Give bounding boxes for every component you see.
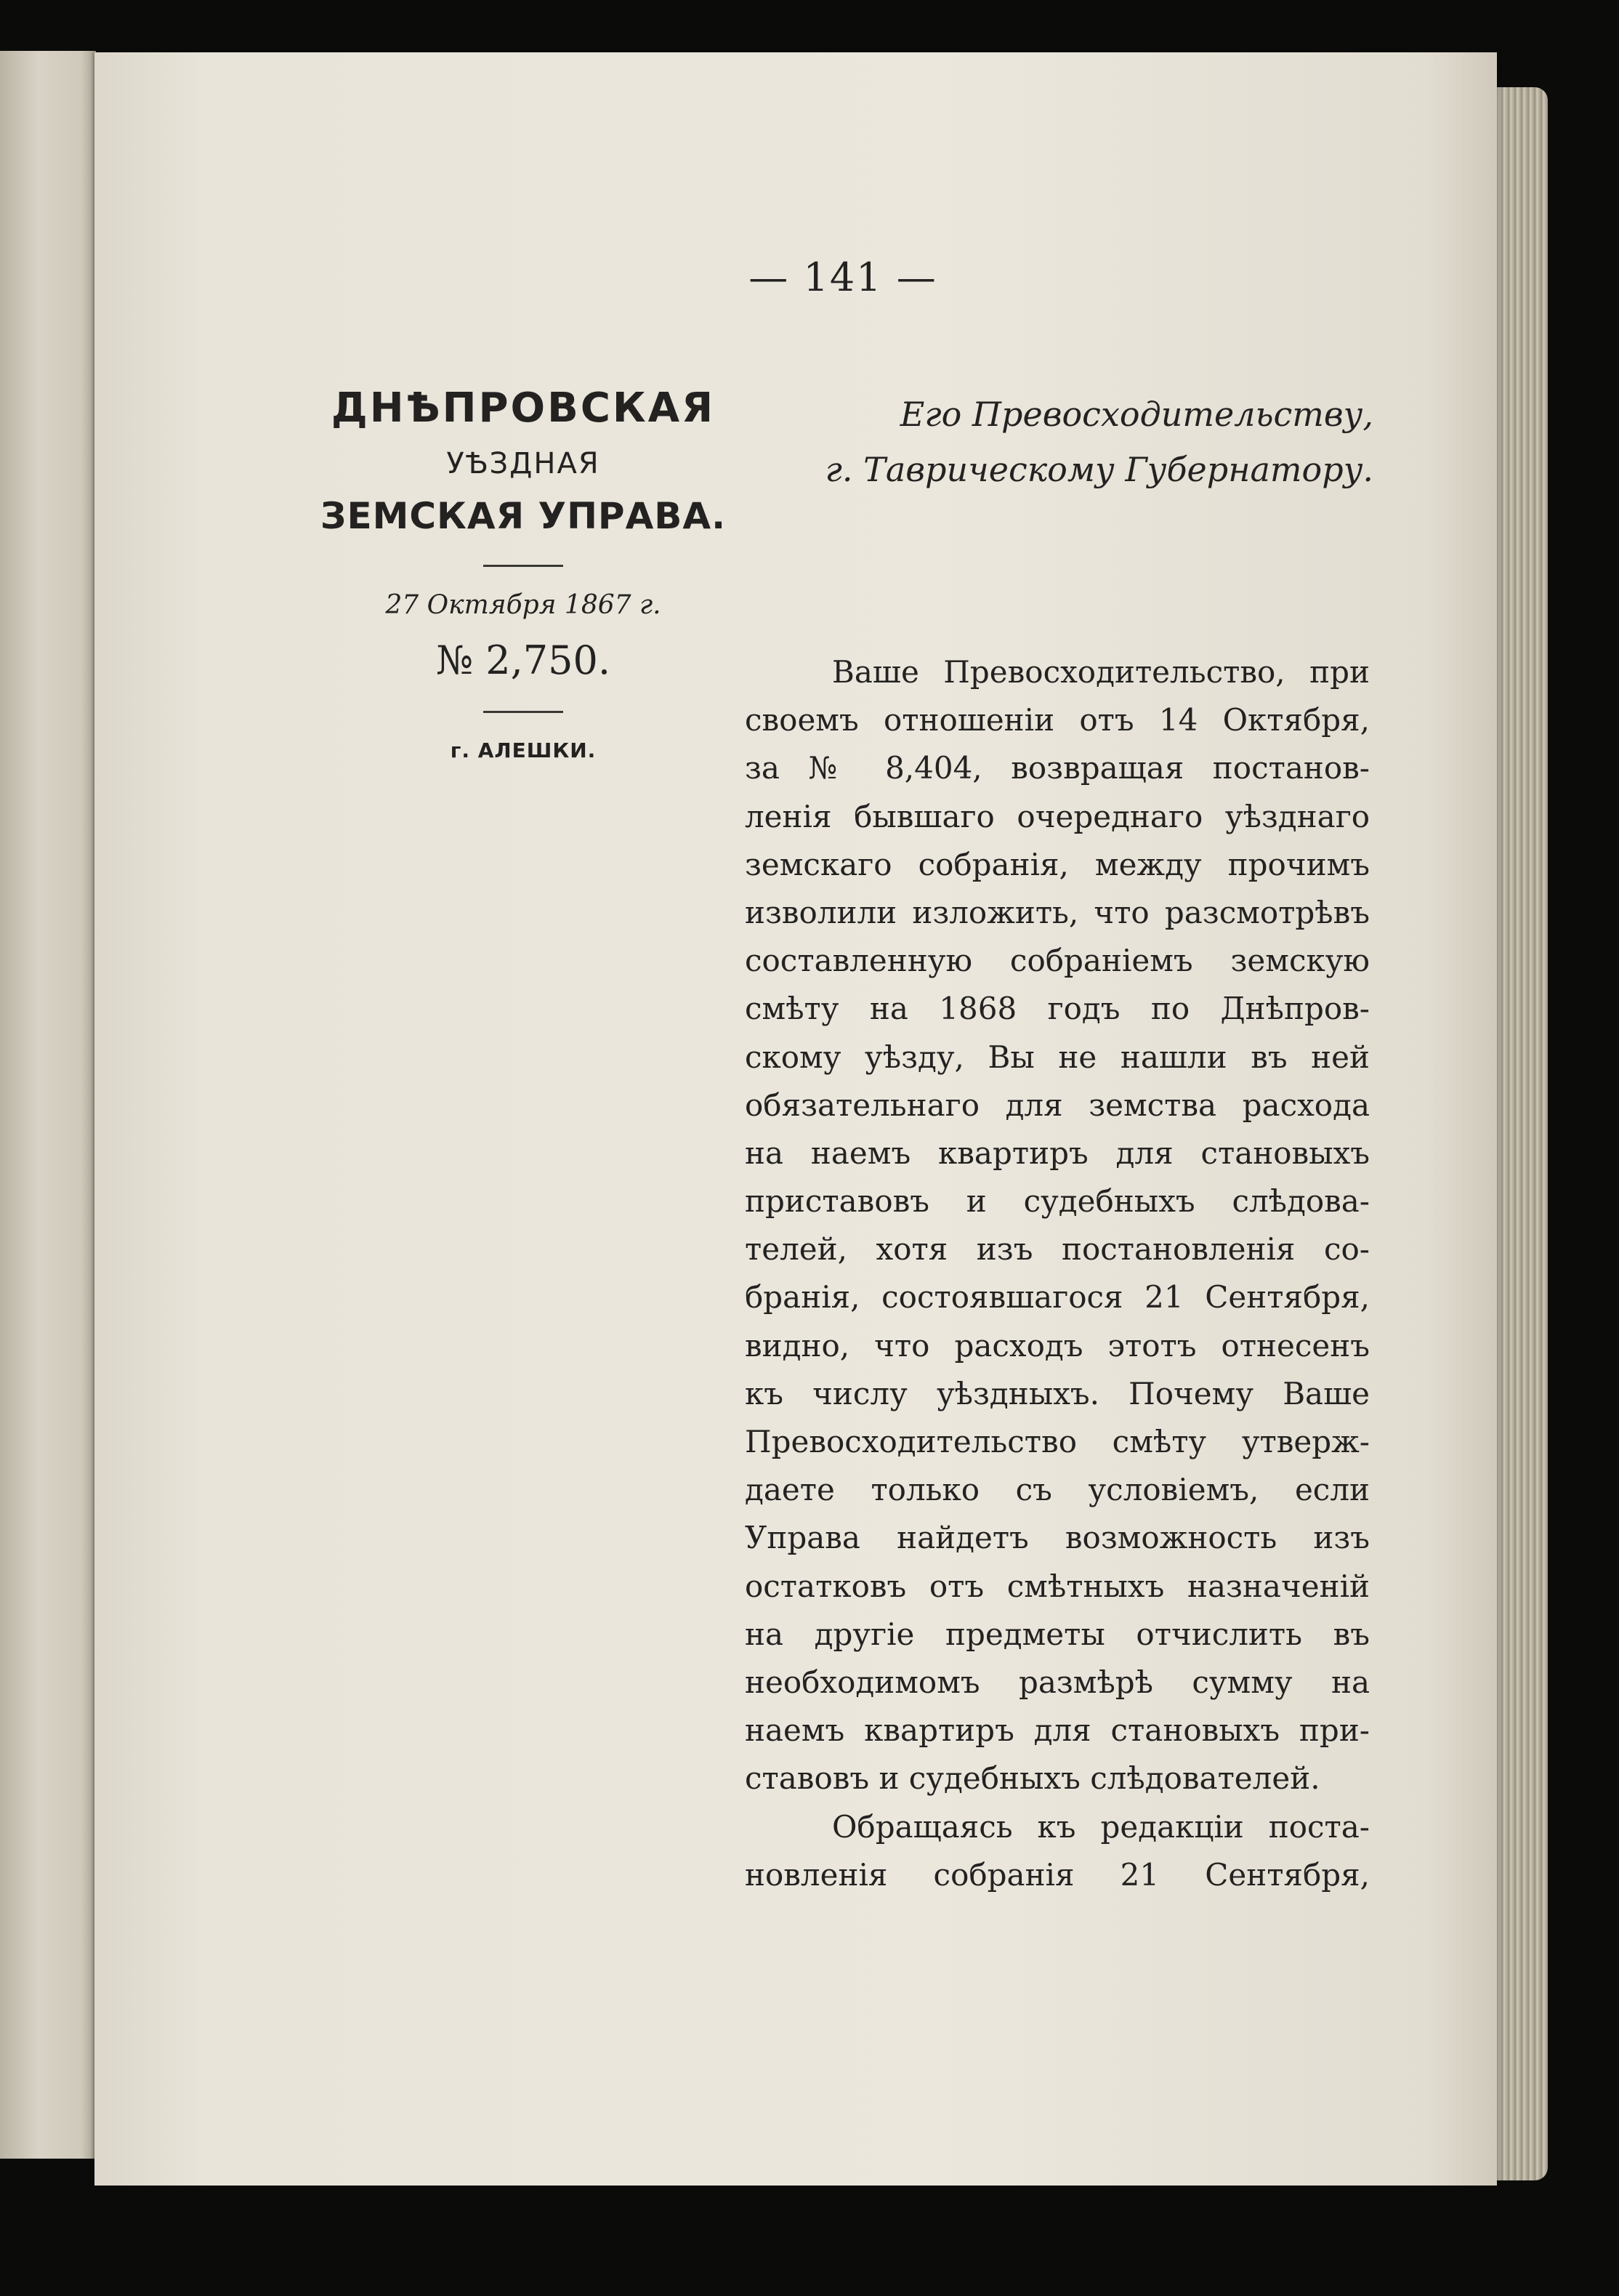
- body-line: наемъ квартиръ для становыхъ при-: [745, 1712, 1370, 1749]
- institution-name-line3: ЗЕМСКАЯ УПРАВА.: [320, 495, 727, 537]
- body-line: составленную собраніемъ земскую: [745, 943, 1370, 979]
- body-line: остатковъ отъ смѣтныхъ назначеній: [745, 1568, 1370, 1604]
- body-line: новленія собранія 21 Сентября,: [745, 1856, 1370, 1893]
- body-line: ленія бывшаго очереднаго уѣзднаго: [745, 798, 1370, 834]
- book-page: [94, 52, 1497, 2186]
- body-line: смѣту на 1868 годъ по Днѣпров-: [745, 991, 1370, 1027]
- body-line: видно, что расходъ этотъ отнесенъ: [745, 1327, 1370, 1363]
- body-line: приставовъ и судебныхъ слѣдова-: [745, 1183, 1370, 1220]
- body-line: ставовъ и судебныхъ слѣдователей.: [745, 1760, 1320, 1797]
- body-line: Превосходительство смѣту утверж-: [745, 1424, 1370, 1459]
- letter-body: [745, 648, 1370, 1899]
- letter-place: г. АЛЕШКИ.: [450, 738, 597, 762]
- body-line: обязательнаго для земства расхода: [745, 1087, 1370, 1123]
- divider-rule: [483, 565, 563, 567]
- body-line: земскаго собранія, между прочимъ: [745, 846, 1370, 882]
- body-line: на наемъ квартиръ для становыхъ: [745, 1135, 1370, 1171]
- body-line: на другіе предметы отчислить въ: [745, 1616, 1370, 1652]
- body-line: къ числу уѣздныхъ. Почему Ваше: [745, 1375, 1370, 1411]
- page-number: — 141 —: [748, 254, 937, 300]
- previous-page-edge: [0, 51, 96, 2159]
- addressee-line1: Его Превосходительству,: [900, 395, 1373, 434]
- body-line: за № 8,404, возвращая постанов-: [745, 750, 1370, 786]
- body-line: скому уѣзду, Вы не нашли въ ней: [745, 1039, 1370, 1075]
- body-line: необходимомъ размѣрѣ сумму на: [745, 1664, 1370, 1700]
- institution-name-line1: ДНѢПРОВСКАЯ: [331, 384, 716, 432]
- letter-date: 27 Октября 1867 г.: [385, 590, 661, 620]
- addressee-block: [748, 387, 1373, 497]
- body-line: Ваше Превосходительство, при: [832, 654, 1370, 690]
- body-line: своемъ отношеніи отъ 14 Октября,: [745, 702, 1370, 738]
- body-line: бранія, состоявшагося 21 Сентября,: [745, 1279, 1370, 1316]
- institution-name-line2: УѢЗДНАЯ: [446, 447, 600, 480]
- letter-number: № 2,750.: [435, 637, 611, 683]
- sender-block: [312, 383, 734, 764]
- body-line: даете только съ условіемъ, если: [745, 1472, 1370, 1508]
- body-line: Обращаясь къ редакціи поста-: [832, 1808, 1370, 1845]
- body-line: телей, хотя изъ постановленія со-: [745, 1231, 1370, 1268]
- divider-rule: [483, 711, 563, 713]
- body-line: Управа найдетъ возможность изъ: [745, 1520, 1370, 1556]
- addressee-line2: г. Таврическому Губернатору.: [825, 450, 1373, 489]
- body-line: изволили изложить, что разсмотрѣвъ: [745, 894, 1370, 930]
